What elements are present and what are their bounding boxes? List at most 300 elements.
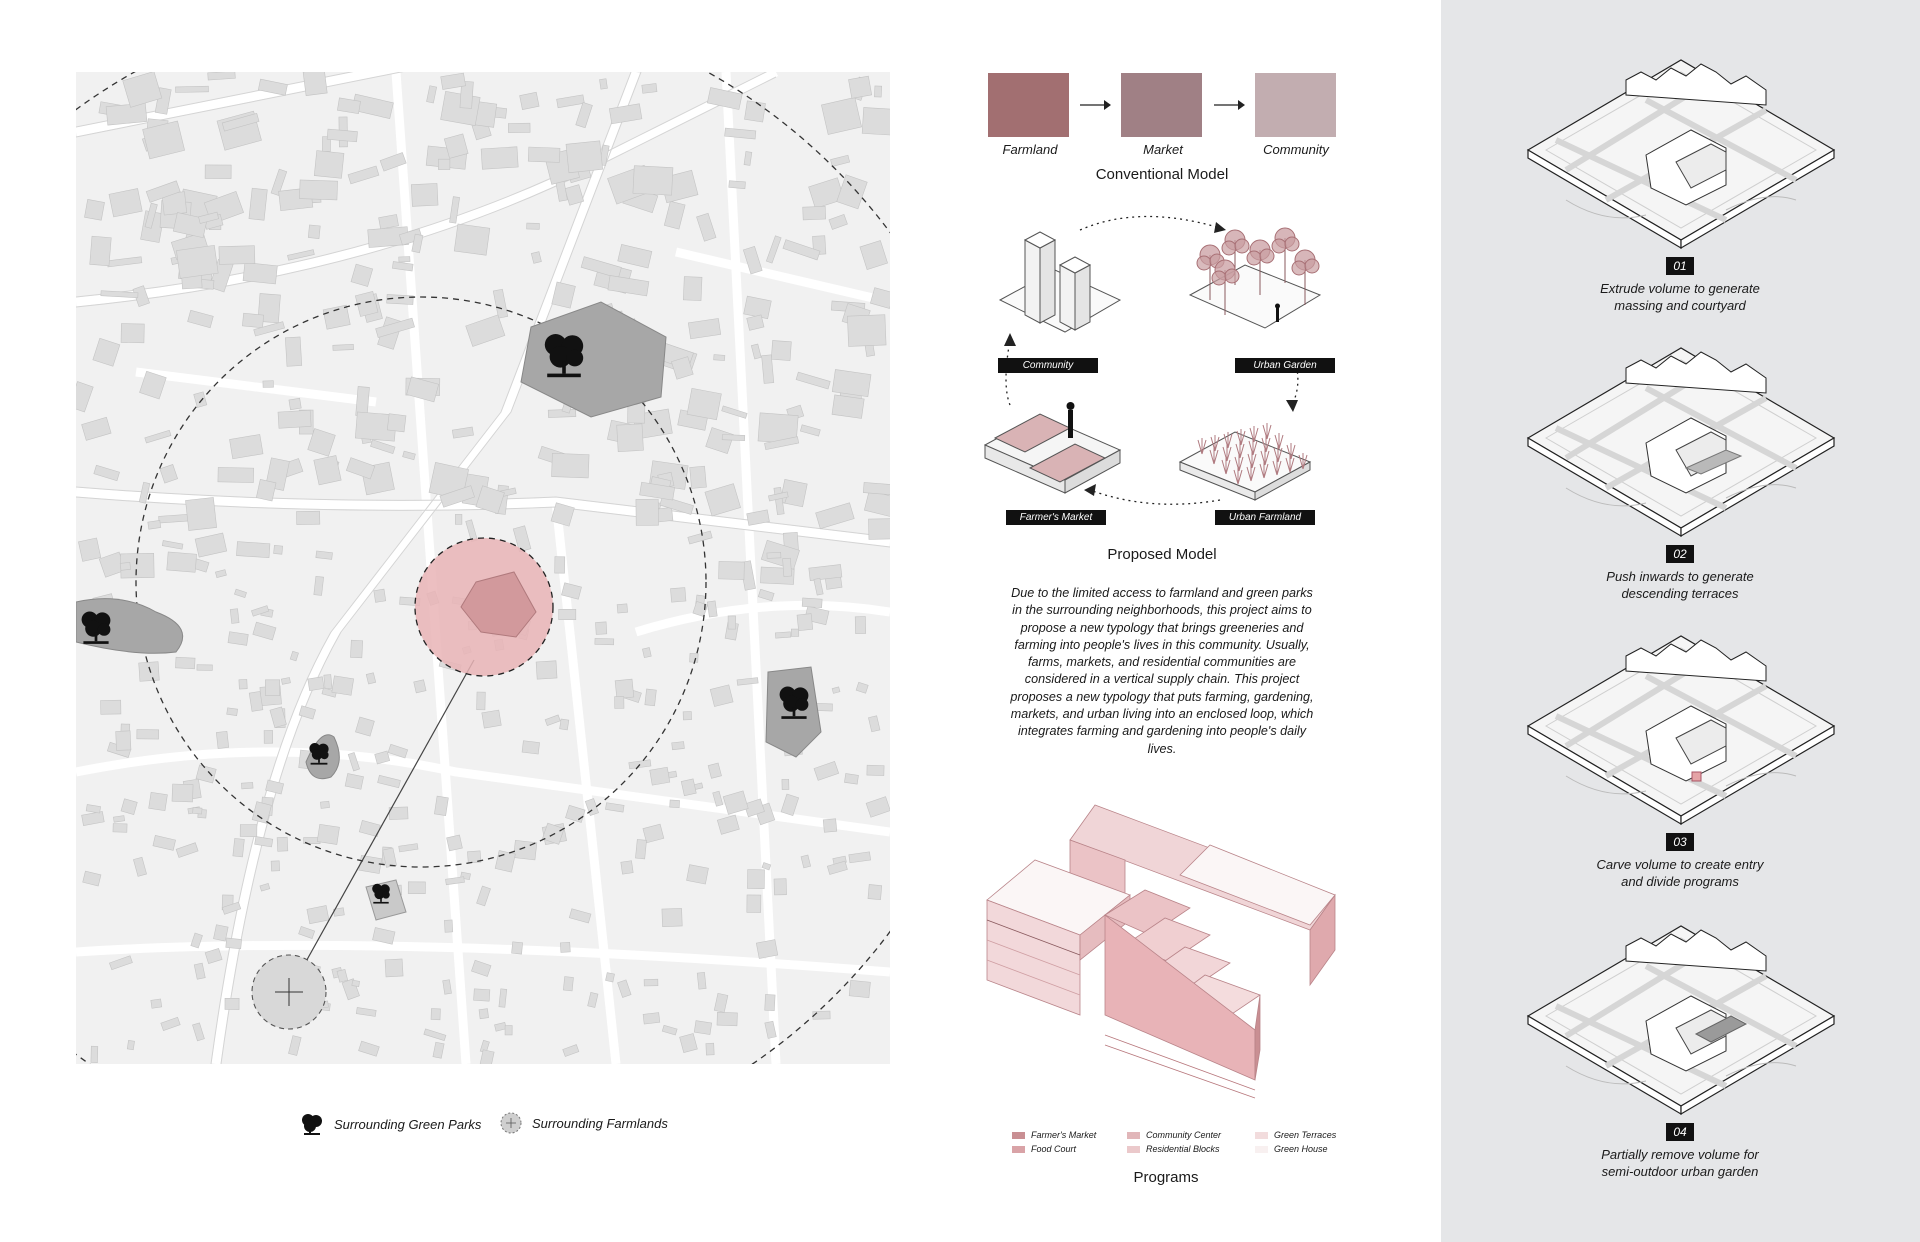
building-block (441, 91, 481, 125)
building-block (172, 784, 193, 802)
building-block (378, 775, 401, 787)
building-block (82, 417, 112, 440)
building-block (82, 811, 105, 825)
building-block (253, 622, 276, 640)
building-block (290, 651, 298, 661)
building-block (719, 561, 745, 579)
building-block (387, 295, 414, 305)
building-block (621, 861, 633, 875)
building-block (528, 147, 560, 162)
step-number-badge: 03 (1666, 833, 1694, 851)
building-block (346, 458, 374, 479)
building-block (688, 318, 720, 338)
building-block (383, 848, 397, 867)
building-block (874, 86, 881, 97)
building-block (588, 992, 598, 1007)
building-block (681, 779, 696, 796)
arrow-right-icon (1078, 98, 1112, 112)
building-block (802, 598, 822, 608)
building-block (352, 980, 360, 986)
building-block (403, 451, 416, 460)
programs-title: Programs (1133, 1169, 1199, 1186)
building-block (744, 152, 752, 166)
building-block (744, 296, 772, 319)
building-block (123, 72, 162, 107)
swatch-market (1121, 73, 1202, 137)
building-block (399, 844, 418, 852)
building-block (671, 588, 686, 603)
building-block (307, 906, 329, 924)
step-iso-diagram-02 (1526, 338, 1836, 573)
building-block (687, 865, 709, 884)
building-block (145, 430, 171, 443)
building-block (240, 825, 257, 837)
building-block (729, 181, 746, 189)
building-block (197, 665, 212, 671)
building-block (167, 552, 197, 572)
building-block (849, 76, 872, 98)
building-block (714, 355, 725, 361)
building-block (227, 708, 238, 716)
building-block (233, 838, 244, 857)
tree-icon (300, 1112, 324, 1136)
building-block (411, 183, 438, 206)
building-block (606, 973, 615, 982)
building-block (91, 1046, 98, 1062)
building-block (505, 1026, 512, 1035)
building-block (176, 86, 209, 92)
building-block (708, 763, 721, 778)
tag-community: Community (998, 358, 1098, 373)
building-block (308, 677, 324, 691)
building-block (219, 246, 255, 265)
building-block (444, 920, 452, 932)
building-block (615, 697, 624, 709)
building-block (560, 942, 570, 952)
farm-plant (1263, 423, 1271, 439)
legend-green-parks (300, 1112, 481, 1136)
building-block (265, 680, 279, 696)
building-block (127, 1040, 134, 1049)
building-block (230, 609, 239, 624)
building-block (274, 545, 283, 554)
building-block (821, 97, 861, 134)
building-block (230, 434, 264, 458)
building-block (849, 852, 871, 863)
building-block (215, 570, 226, 578)
building-block (345, 774, 363, 790)
building-block (813, 1011, 830, 1019)
building-block (93, 338, 120, 366)
building-block (243, 263, 277, 284)
building-block (868, 716, 880, 732)
building-block (366, 673, 376, 684)
building-block (116, 731, 131, 751)
building-block (193, 1023, 205, 1041)
step-description-line1: Push inwards to generate (1606, 569, 1754, 584)
building-block (664, 201, 685, 229)
building-block (527, 223, 540, 229)
building-block (355, 717, 374, 736)
building-block (195, 533, 227, 557)
building-block (791, 629, 798, 636)
building-block (747, 870, 764, 889)
building-block (218, 467, 254, 482)
building-block (565, 185, 584, 206)
building-block (662, 1025, 677, 1035)
building-block (78, 538, 100, 562)
building-block (454, 224, 490, 255)
building-block (379, 214, 399, 229)
step-iso-diagram-03 (1526, 626, 1836, 861)
building-block (569, 909, 591, 923)
building-block (385, 959, 403, 977)
building-block (512, 942, 523, 954)
building-block (690, 466, 707, 488)
building-block (447, 835, 463, 851)
building-block (109, 188, 142, 216)
building-block (775, 632, 790, 638)
building-block (829, 214, 848, 229)
step-description-line1: Carve volume to create entry (1596, 857, 1764, 872)
building-block (722, 435, 745, 441)
program-color-swatch (1255, 1132, 1268, 1139)
building-block (618, 980, 632, 998)
building-block (324, 675, 332, 689)
building-block (193, 807, 202, 814)
building-block (814, 761, 839, 780)
building-block (814, 578, 823, 595)
building-block (194, 963, 205, 979)
building-block (149, 792, 168, 810)
program-legend-food-court: Food Court (1012, 1144, 1127, 1154)
building-block (176, 245, 218, 278)
building-block (576, 102, 593, 127)
building-block (176, 843, 198, 858)
building-block (226, 938, 242, 949)
garden-tree (1272, 228, 1299, 283)
building-block (299, 926, 315, 938)
building-block (774, 879, 787, 895)
building-block (832, 687, 840, 694)
building-block (650, 767, 670, 785)
legend-parks-label: Surrounding Green Parks (334, 1116, 482, 1132)
building-block (809, 178, 845, 209)
building-block (113, 824, 127, 833)
building-block (186, 497, 217, 530)
building-block (697, 213, 717, 241)
building-block (565, 805, 585, 822)
building-block (849, 980, 870, 997)
building-block (596, 622, 607, 635)
building-block (714, 993, 728, 1012)
building-block (374, 589, 386, 602)
step-number-badge: 01 (1666, 257, 1694, 275)
building-block (288, 1036, 301, 1056)
building-block (289, 398, 301, 410)
building-block (508, 123, 530, 132)
label-market: Market (1143, 142, 1183, 157)
building-block (208, 72, 236, 80)
building-block (225, 998, 239, 1009)
building-block (431, 1009, 440, 1020)
building-block (670, 800, 680, 808)
step-iso-diagram-01 (1526, 50, 1836, 285)
swatch-farmland (988, 73, 1069, 137)
building-block (766, 236, 781, 263)
step-description-line2: massing and courtyard (1614, 298, 1746, 313)
building-block (683, 277, 702, 301)
building-block (557, 95, 585, 108)
building-block (351, 264, 373, 286)
program-legend-green-terraces: Green Terraces (1255, 1130, 1345, 1140)
building-block (728, 616, 736, 629)
building-block (832, 370, 871, 397)
building-block (522, 741, 540, 754)
building-block (479, 1009, 489, 1019)
building-block (566, 141, 603, 173)
building-block (868, 885, 882, 900)
building-block (194, 392, 207, 408)
building-block (249, 188, 267, 220)
building-block (162, 541, 183, 550)
building-block (205, 165, 231, 179)
building-block (107, 257, 142, 267)
building-block (633, 166, 673, 196)
building-block (350, 640, 362, 658)
building-block (747, 895, 761, 913)
farmland-circle-icon (500, 1112, 522, 1134)
tag-urban-farmland: Urban Farmland (1215, 510, 1315, 525)
building-block (337, 969, 348, 982)
building-block (76, 382, 93, 413)
building-block (520, 92, 539, 109)
building-block (137, 730, 159, 739)
program-legend-farmers-market: Farmer's Market (1012, 1130, 1127, 1140)
building-block (855, 617, 866, 634)
building-block (455, 514, 462, 524)
building-block (862, 108, 890, 136)
building-block (90, 236, 111, 266)
building-block (756, 940, 778, 959)
building-block (837, 175, 868, 209)
building-block (645, 689, 657, 706)
building-block (106, 103, 147, 125)
building-block (688, 531, 712, 544)
building-block (642, 648, 651, 658)
building-block (866, 797, 890, 818)
building-block (151, 999, 162, 1008)
building-block (869, 518, 891, 539)
step-description-line2: and divide programs (1621, 874, 1739, 889)
building-block (320, 801, 329, 808)
building-block (635, 839, 646, 859)
building-block (297, 511, 320, 524)
building-block (101, 700, 121, 714)
conventional-model-title: Conventional Model (1095, 166, 1229, 183)
program-color-swatch (1255, 1146, 1268, 1153)
step-iso-diagram-04 (1526, 916, 1836, 1151)
building-block (783, 558, 792, 576)
building-block (563, 1045, 579, 1057)
building-block (216, 731, 228, 748)
building-block (359, 1041, 380, 1056)
step-description (1550, 280, 1810, 314)
tag-urban-garden: Urban Garden (1235, 358, 1335, 373)
building-block (427, 86, 437, 103)
building-block (867, 765, 884, 775)
building-block (705, 484, 741, 516)
program-color-swatch (1127, 1146, 1140, 1153)
building-block (466, 520, 478, 542)
building-block (477, 886, 491, 906)
building-block (710, 685, 733, 707)
site-map (76, 72, 890, 1064)
building-block (717, 1012, 737, 1025)
building-block (236, 542, 269, 558)
building-block (277, 837, 288, 851)
building-block (356, 1008, 376, 1017)
building-block (870, 288, 890, 309)
building-block (263, 381, 274, 388)
swatch-community (1255, 73, 1336, 137)
building-block (643, 1013, 660, 1024)
building-block (771, 341, 791, 361)
building-block (495, 1022, 507, 1031)
building-block (161, 1017, 180, 1030)
building-block (477, 692, 486, 710)
building-block (443, 980, 452, 995)
building-block (863, 482, 890, 495)
building-block (271, 861, 280, 871)
programs-legend (1012, 1130, 1342, 1154)
building-block (765, 995, 775, 1011)
building-block (314, 151, 344, 179)
building-block (370, 440, 395, 454)
tag-farmers-market: Farmer's Market (1006, 510, 1106, 525)
building-block (801, 855, 811, 868)
step-number-badge: 02 (1666, 545, 1694, 563)
building-block (241, 782, 253, 788)
building-block (844, 774, 858, 785)
step-description (1550, 1146, 1810, 1180)
building-block (617, 424, 644, 452)
program-legend-green-house: Green House (1255, 1144, 1345, 1154)
building-block (239, 679, 247, 689)
building-block (424, 1029, 446, 1041)
building-block (617, 604, 628, 613)
building-block (531, 252, 541, 264)
building-block (348, 166, 379, 184)
building-block (747, 315, 764, 331)
building-block (605, 803, 624, 812)
building-block (560, 719, 569, 730)
farm-plant (1275, 433, 1283, 449)
building-block (609, 104, 642, 124)
building-block (234, 589, 246, 598)
building-block (751, 344, 761, 359)
building-block (536, 661, 557, 679)
building-block (827, 861, 847, 874)
building-block (600, 79, 608, 90)
building-block (782, 779, 789, 789)
step-number-badge: 04 (1666, 1123, 1694, 1141)
building-block (636, 499, 659, 525)
building-block (121, 324, 144, 343)
building-block (545, 715, 560, 726)
building-block (160, 464, 178, 483)
legend-farmlands-label: Surrounding Farmlands (532, 1115, 668, 1131)
building-block (317, 824, 339, 844)
program-legend-residential-blocks: Residential Blocks (1127, 1144, 1255, 1154)
building-block (618, 244, 652, 268)
urban-farmland-drawing (1180, 423, 1310, 500)
label-farmland: Farmland (1002, 142, 1058, 157)
building-block (559, 609, 576, 619)
building-block (94, 465, 120, 481)
building-block (481, 147, 518, 170)
proposed-model-title: Proposed Model (1107, 546, 1217, 563)
building-block (474, 989, 490, 1001)
building-block (316, 551, 333, 560)
building-block (148, 520, 161, 529)
building-block (847, 315, 886, 347)
label-community: Community (1263, 142, 1329, 157)
building-block (864, 491, 890, 520)
legend-farmlands (500, 1112, 668, 1134)
building-block (758, 589, 774, 601)
building-block (642, 83, 657, 93)
step-description-line2: descending terraces (1621, 586, 1739, 601)
step-description-line2: semi-outdoor urban garden (1601, 1164, 1759, 1179)
building-block (797, 614, 813, 631)
building-block (629, 760, 651, 769)
building-block (196, 765, 216, 783)
building-block (745, 101, 766, 122)
community-towers-drawing (1000, 232, 1120, 332)
step-description (1550, 568, 1810, 602)
building-block (694, 1021, 711, 1035)
building-block (687, 388, 721, 419)
building-block (433, 1042, 444, 1058)
building-block (856, 682, 868, 693)
building-block (113, 816, 124, 823)
building-block (452, 427, 473, 438)
building-block (803, 206, 826, 220)
building-block (860, 240, 888, 269)
program-color-swatch (1012, 1146, 1025, 1153)
building-block (552, 453, 590, 478)
building-block (690, 653, 699, 662)
map-drawing (76, 72, 890, 1064)
step-description (1550, 856, 1810, 890)
building-block (644, 979, 658, 986)
building-block (482, 710, 501, 728)
building-block (495, 851, 515, 873)
building-block (387, 414, 406, 432)
step-description-line1: Partially remove volume for (1601, 1147, 1759, 1162)
building-block (672, 742, 685, 750)
farmers-market-drawing (985, 402, 1120, 493)
building-block (228, 632, 248, 646)
building-block (359, 855, 382, 873)
building-block (706, 428, 734, 454)
building-block (434, 796, 448, 816)
building-block (133, 857, 146, 876)
building-block (471, 960, 491, 976)
building-block (608, 276, 649, 296)
building-block (438, 159, 450, 169)
